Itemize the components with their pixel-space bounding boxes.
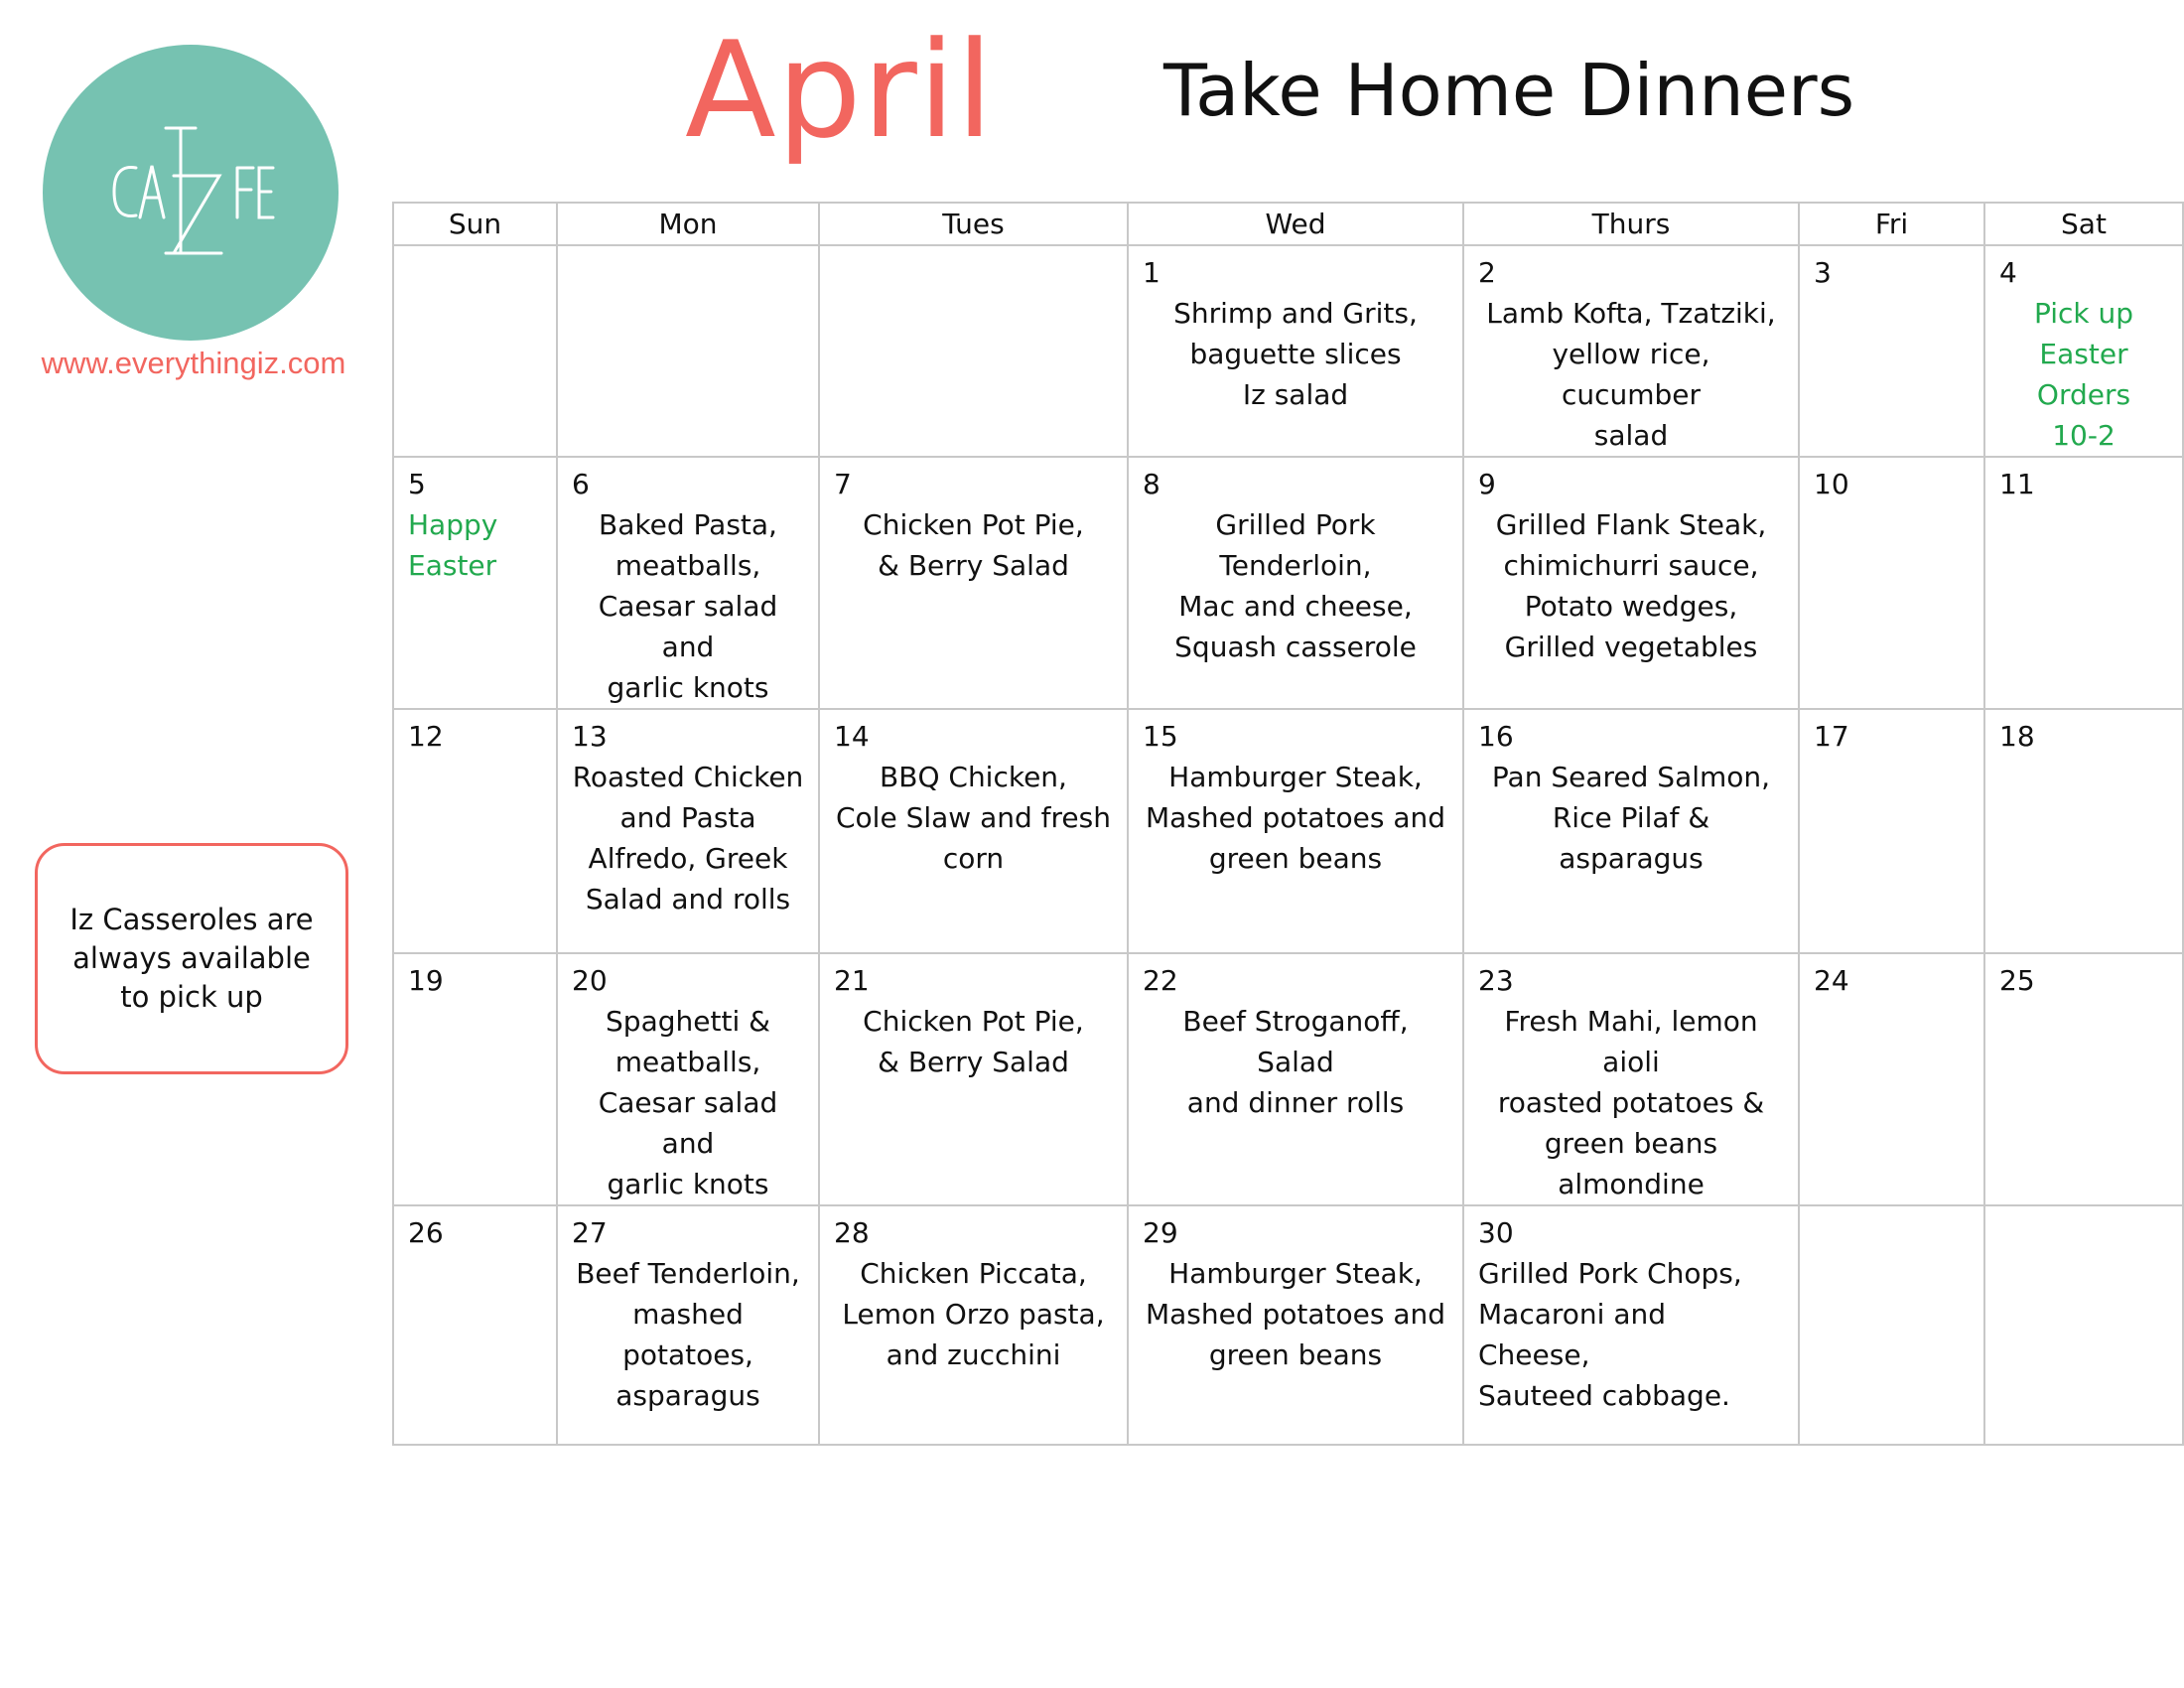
calendar-day-cell — [1984, 1205, 2183, 1445]
menu-text: Chicken Pot Pie, & Berry Salad — [863, 1005, 1084, 1078]
calendar-day-cell — [1463, 245, 1799, 457]
menu-text: Fresh Mahi, lemon aioli roasted potatoes & green beans almondine — [1497, 1005, 1765, 1200]
calendar-table — [392, 202, 2184, 1446]
calendar-week — [393, 953, 2183, 1205]
calendar-day-cell — [1463, 953, 1799, 1205]
calendar-day-cell — [819, 953, 1128, 1205]
calendar-day-cell — [1799, 1205, 1984, 1445]
logo-circle — [43, 45, 339, 341]
day-number: 8 — [1143, 468, 1160, 500]
calendar-day-cell — [1984, 709, 2183, 953]
month-title: April — [685, 13, 995, 168]
calendar-day-cell — [393, 457, 557, 709]
calendar-day-cell — [1128, 709, 1463, 953]
calendar-day-cell — [557, 457, 819, 709]
day-number: 14 — [834, 720, 870, 753]
calendar-day-cell — [557, 953, 819, 1205]
calendar-day-cell — [393, 1205, 557, 1445]
day-number: 25 — [1999, 964, 2035, 997]
weekday-header: Sun — [393, 203, 557, 245]
calendar-day-cell — [557, 709, 819, 953]
menu-text: Grilled Pork Tenderloin, Mac and cheese, Squash casserole — [1174, 508, 1417, 663]
day-number: 19 — [408, 964, 444, 997]
day-number: 16 — [1478, 720, 1514, 753]
weekday-header: Mon — [557, 203, 819, 245]
menu-text: Grilled Flank Steak, chimichurri sauce, Potato wedges, Grilled vegetables — [1495, 508, 1767, 663]
day-number: 3 — [1814, 256, 1832, 289]
menu-text: BBQ Chicken, Cole Slaw and fresh corn — [836, 761, 1111, 875]
weekday-header: Thurs — [1463, 203, 1799, 245]
weekday-header: Sat — [1984, 203, 2183, 245]
day-number: 23 — [1478, 964, 1514, 997]
day-number: 7 — [834, 468, 852, 500]
calendar-day-cell — [393, 709, 557, 953]
calendar-week — [393, 709, 2183, 953]
menu-text: Pan Seared Salmon, Rice Pilaf & asparagus — [1491, 761, 1771, 875]
calendar-day-cell — [819, 457, 1128, 709]
day-number: 20 — [572, 964, 608, 997]
calendar-day-cell — [1128, 953, 1463, 1205]
calendar-day-cell — [819, 245, 1128, 457]
menu-text: Hamburger Steak, Mashed potatoes and green beans — [1145, 1257, 1446, 1371]
cafe-logo — [43, 45, 339, 341]
page-title: Take Home Dinners — [1163, 49, 1855, 132]
calendar-day-cell — [1984, 457, 2183, 709]
calendar-day-cell — [1463, 709, 1799, 953]
day-number: 5 — [408, 468, 426, 500]
calendar-day-cell — [819, 709, 1128, 953]
calendar-day-cell — [557, 245, 819, 457]
calendar-day-cell — [1799, 709, 1984, 953]
day-number: 27 — [572, 1216, 608, 1249]
menu-text: Grilled Pork Chops, Macaroni and Cheese, Sauteed cabbage. — [1478, 1257, 1742, 1412]
day-number: 10 — [1814, 468, 1849, 500]
calendar-day-cell — [1128, 1205, 1463, 1445]
menu-text: Baked Pasta, meatballs, Caesar salad and garlic knots — [598, 508, 778, 704]
day-number: 21 — [834, 964, 870, 997]
calendar-day-cell — [1128, 245, 1463, 457]
menu-text: Beef Tenderloin, mashed potatoes, asparagus — [576, 1257, 800, 1412]
day-number: 9 — [1478, 468, 1496, 500]
calendar-day-cell — [1799, 245, 1984, 457]
calendar-day-cell — [1984, 953, 2183, 1205]
calendar-day-cell — [1128, 457, 1463, 709]
menu-text: Shrimp and Grits, baguette slices Iz salad — [1173, 297, 1418, 411]
calendar-day-cell — [1463, 457, 1799, 709]
menu-text: Beef Stroganoff, Salad and dinner rolls — [1182, 1005, 1409, 1119]
day-number: 1 — [1143, 256, 1160, 289]
calendar-day-cell — [393, 245, 557, 457]
calendar-day-cell — [1799, 953, 1984, 1205]
calendar-day-cell — [1799, 457, 1984, 709]
menu-text: Spaghetti & meatballs, Caesar salad and garlic knots — [598, 1005, 778, 1200]
calendar-day-cell — [393, 953, 557, 1205]
day-number: 28 — [834, 1216, 870, 1249]
calendar-day-cell — [1984, 245, 2183, 457]
calendar-week — [393, 245, 2183, 457]
day-number: 30 — [1478, 1216, 1514, 1249]
day-number: 29 — [1143, 1216, 1178, 1249]
menu-text: Hamburger Steak, Mashed potatoes and green beans — [1145, 761, 1446, 875]
menu-text: Chicken Pot Pie, & Berry Salad — [863, 508, 1084, 582]
day-number: 4 — [1999, 256, 2017, 289]
weekday-header: Fri — [1799, 203, 1984, 245]
cafe-logo-icon — [43, 45, 339, 341]
calendar-day-cell — [1463, 1205, 1799, 1445]
day-number: 12 — [408, 720, 444, 753]
day-number: 11 — [1999, 468, 2035, 500]
menu-text: Chicken Piccata, Lemon Orzo pasta, and zucchini — [842, 1257, 1105, 1371]
weekday-header-row — [393, 203, 2183, 245]
day-number: 26 — [408, 1216, 444, 1249]
day-number: 18 — [1999, 720, 2035, 753]
day-number: 13 — [572, 720, 608, 753]
day-number: 15 — [1143, 720, 1178, 753]
menu-text: Roasted Chicken and Pasta Alfredo, Greek Salad and rolls — [572, 761, 804, 915]
calendar-week — [393, 457, 2183, 709]
day-number: 17 — [1814, 720, 1849, 753]
casseroles-note — [35, 843, 348, 1074]
day-number: 22 — [1143, 964, 1178, 997]
weekday-header: Tues — [819, 203, 1128, 245]
day-number: 2 — [1478, 256, 1496, 289]
happy-easter-note: Happy Easter — [408, 508, 498, 582]
calendar-day-cell — [557, 1205, 819, 1445]
day-number: 6 — [572, 468, 590, 500]
casseroles-note-text: Iz Casseroles are always available to pick up — [69, 902, 314, 1015]
website-link[interactable]: www.everythingiz.com — [41, 346, 346, 380]
weekday-header: Wed — [1128, 203, 1463, 245]
calendar-week — [393, 1205, 2183, 1445]
menu-text: Lamb Kofta, Tzatziki, yellow rice, cucumber salad — [1486, 297, 1776, 452]
easter-pickup-note: Pick up Easter Orders 10-2 — [2033, 297, 2134, 452]
calendar-day-cell — [819, 1205, 1128, 1445]
day-number: 24 — [1814, 964, 1849, 997]
